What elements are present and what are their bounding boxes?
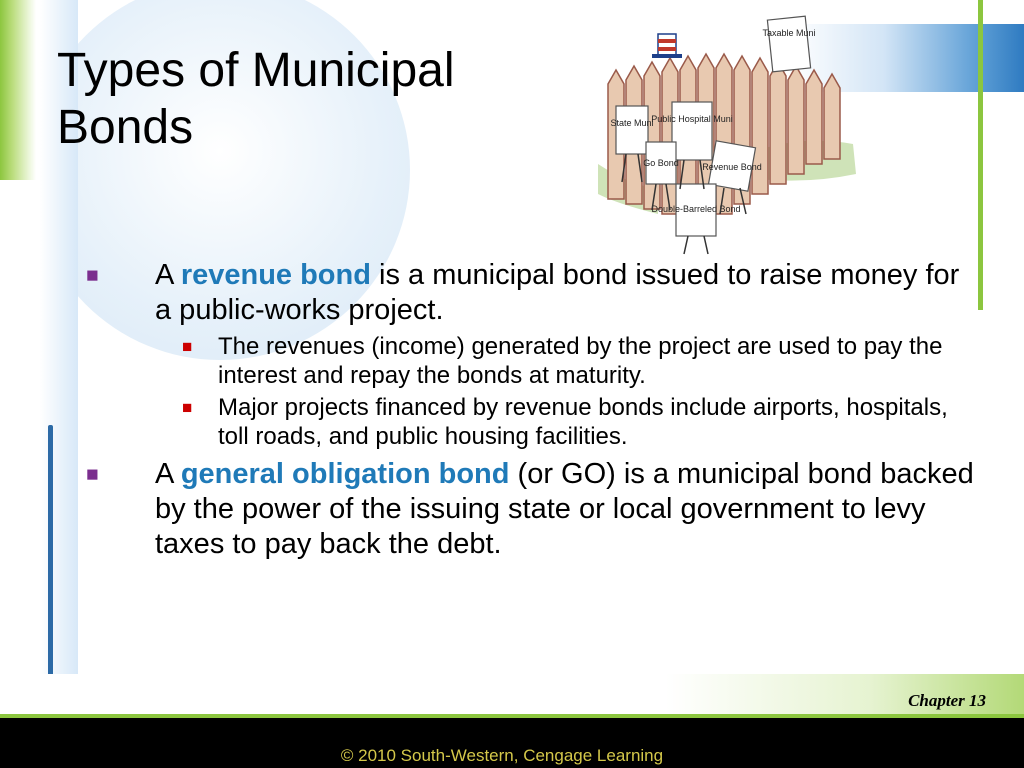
- bullet-marker: ■: [86, 264, 99, 287]
- illus-label-go-bond: Go Bond: [643, 158, 679, 168]
- illus-label-double-barreled-bond: Double-Barreled Bond: [651, 204, 741, 214]
- sub-bullet-marker: ■: [182, 337, 193, 356]
- fence-bonds-illustration: [598, 14, 860, 256]
- illus-label-revenue-bond: Revenue Bond: [702, 162, 762, 172]
- bullet-marker: ■: [86, 463, 99, 486]
- left-green-accent: [0, 0, 36, 180]
- sub-bullet-text: Major projects financed by revenue bonds include airports, hospitals, toll roads, and public housing facilities.: [218, 394, 948, 450]
- term-revenue-bond: revenue bond: [180, 259, 371, 291]
- illus-label-taxable-muni: Taxable Muni: [762, 28, 816, 38]
- bullet-text-post: (or GO) is a municipal bond backed by the power of the issuing state or local government to levy taxes to pay back the debt.: [155, 458, 974, 560]
- sub-bullet-revenues: [182, 332, 976, 390]
- sub-bullet-marker: ■: [182, 398, 193, 417]
- bottom-green-band: [0, 674, 1024, 718]
- sub-bullet-projects: [182, 393, 976, 451]
- illus-label-state-muni: State Muni: [610, 118, 654, 128]
- illus-label-public-hospital-muni: Public Hospital Muni: [651, 114, 733, 124]
- bullet-text-post: is a municipal bond issued to raise money for a public-works project.: [155, 259, 960, 326]
- bullet-text-pre: A: [155, 458, 173, 490]
- slide-title: Types of Municipal Bonds: [57, 44, 455, 154]
- bullet-general-obligation-bond: [86, 457, 976, 562]
- bullet-revenue-bond: [86, 258, 976, 328]
- term-general-obligation-bond: general obligation bond: [180, 458, 510, 490]
- copyright-text: © 2010 South-Western, Cengage Learning: [340, 746, 664, 765]
- slide-content: [86, 258, 976, 566]
- chapter-label: Chapter 13: [908, 691, 986, 710]
- bullet-text-pre: A: [155, 259, 173, 291]
- top-right-green-line: [978, 0, 983, 310]
- sub-bullet-text: The revenues (income) generated by the project are used to pay the interest and repay the bonds at maturity.: [218, 333, 943, 389]
